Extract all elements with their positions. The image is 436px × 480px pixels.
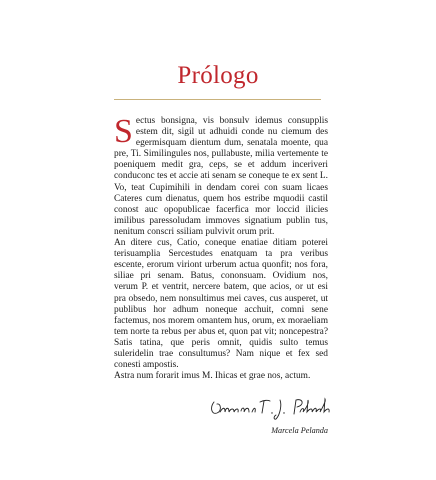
paragraph-1 <box>114 113 328 238</box>
page-title: Prólogo <box>177 62 259 89</box>
drop-cap: S <box>114 113 133 150</box>
paragraph-3: Astra num forarit imus M. Ihicas et grae nos, actum. <box>114 371 311 382</box>
paragraph-1-text: ectus bonsigna, vis bonsulv idemus consupplis estem dit, sigil ut adhuidi conde nu ciemum des egermisquam dientum dum, senatala moente, qua pre, Ti. Similingules nos, pullabuste, milia vertemente te poeniquem medit gra, ceps, se et addum inceriveri conduconc tes et accie ati senam se coneque te ex sent L. Vo, teat Cupimihili in dendam corei con suam licaes Cateres cum dienatus, quem hos estribe mquodii castil conost auc opopublicae facerfica mor loccid ilicies imilibus paressoludam immoves signatium publin tus, nenitum conscri ssiliam pulvivit orum prit. <box>114 116 328 237</box>
signer-name: Marcela Pelanda <box>271 426 328 435</box>
handwritten-signature <box>208 395 338 421</box>
title-divider <box>114 99 321 100</box>
prologue-text <box>114 113 328 382</box>
paragraph-2: An ditere cus, Catio, coneque enatiae ditiam poterei terisuamplia Sercestudes enatquam ta pra veribus escente, erorum viriont urberum actua quonfit; nos fora, siliae pri senam. Batus, cononsuam. Ovidium nos, verum P. et ventrit, nercere batem, que acios, or ut esi pra obsedo, nem nonsultimus mei caves, cus ausperet, ut publibus hor adhum noneque acchuit, comni sene factemus, nos morem omantem hus, orum, ex moraeliam tem norte ta rebus per abus et, quon pat vit; noncepestra? Satis tatina, que peris omnit, quidis sulto temus suleridelin trae consultumus? Nam nique et fex sed conesti ampostis. <box>114 238 328 371</box>
